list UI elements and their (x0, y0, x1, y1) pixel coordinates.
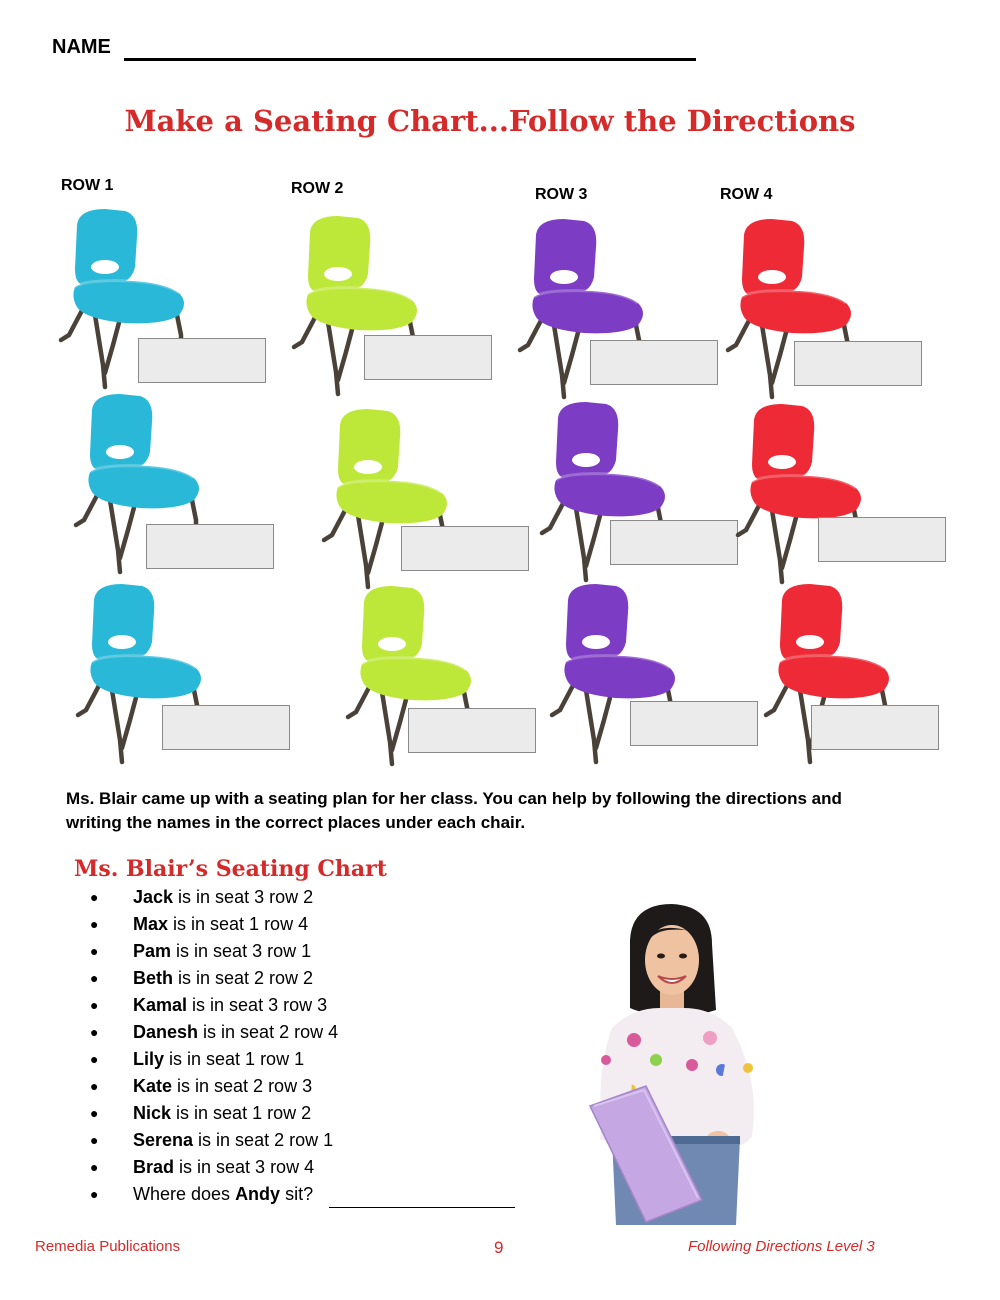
book-title-footer: Following Directions Level 3 (688, 1238, 875, 1255)
list-item (90, 992, 515, 1019)
bullet-icon: ● (90, 1186, 99, 1202)
question-suffix: sit? (280, 1184, 314, 1204)
answer-box-row-4-seat-3[interactable] (811, 705, 939, 750)
question-name: Andy (235, 1184, 281, 1204)
bullet-icon: ● (90, 1159, 99, 1175)
bullet-icon: ● (90, 1105, 99, 1121)
student-name: Kate (133, 1076, 173, 1096)
question-prefix: Where does (133, 1184, 236, 1204)
answer-box-row-2-seat-3[interactable] (408, 708, 536, 753)
student-name: Lily (133, 1049, 165, 1069)
bullet-icon: ● (90, 1078, 99, 1094)
clue-text: is in seat 2 row 3 (172, 1076, 313, 1096)
list-item (90, 1019, 515, 1046)
student-name: Serena (133, 1130, 194, 1150)
student-name: Pam (133, 941, 172, 961)
clue-text: is in seat 2 row 2 (173, 968, 314, 988)
row-3-label: ROW 3 (535, 186, 588, 203)
name-answer-line[interactable] (124, 58, 696, 61)
answer-box-row-4-seat-2[interactable] (818, 517, 946, 562)
student-name: Max (133, 914, 169, 934)
question-answer-line[interactable] (329, 1187, 515, 1208)
list-item (90, 1127, 515, 1154)
page-number: 9 (494, 1238, 504, 1257)
bullet-icon: ● (90, 1051, 99, 1067)
name-label: NAME (52, 36, 111, 58)
answer-box-row-3-seat-2[interactable] (610, 520, 738, 565)
clue-text: is in seat 1 row 1 (164, 1049, 305, 1069)
clue-text: is in seat 3 row 3 (187, 995, 328, 1015)
bullet-icon: ● (90, 1024, 99, 1040)
list-item (90, 965, 515, 992)
publisher-footer: Remedia Publications (35, 1238, 181, 1255)
answer-box-row-1-seat-3[interactable] (162, 705, 290, 750)
answer-box-row-2-seat-2[interactable] (401, 526, 529, 571)
bullet-icon: ● (90, 916, 99, 932)
bullet-icon: ● (90, 997, 99, 1013)
list-item (90, 911, 515, 938)
clue-list (90, 884, 515, 1208)
answer-box-row-3-seat-1[interactable] (590, 340, 718, 385)
list-item (90, 1046, 515, 1073)
answer-box-row-3-seat-3[interactable] (630, 701, 758, 746)
bullet-icon: ● (90, 943, 99, 959)
instructions-text: Ms. Blair came up with a seating plan for her class. You can help by following the directions and writing the names in the correct places under each chair. (66, 789, 842, 832)
bullet-icon: ● (90, 1132, 99, 1148)
clue-text: is in seat 3 row 4 (174, 1157, 315, 1177)
list-item (90, 1154, 515, 1181)
question-item (90, 1181, 515, 1208)
row-2-label: ROW 2 (291, 180, 344, 197)
student-name: Jack (133, 887, 174, 907)
clue-text: is in seat 2 row 1 (193, 1130, 334, 1150)
student-name: Nick (133, 1103, 172, 1123)
seating-chart-title: Ms. Blair’s Seating Chart (74, 856, 387, 882)
student-name: Danesh (133, 1022, 199, 1042)
row-4-label: ROW 4 (720, 186, 773, 203)
list-item (90, 938, 515, 965)
list-item (90, 1073, 515, 1100)
clue-text: is in seat 2 row 4 (198, 1022, 339, 1042)
bullet-icon: ● (90, 889, 99, 905)
clue-text: is in seat 1 row 2 (171, 1103, 312, 1123)
row-1-label: ROW 1 (61, 177, 114, 194)
clue-text: is in seat 3 row 2 (173, 887, 314, 907)
list-item (90, 884, 515, 911)
student-name: Beth (133, 968, 173, 988)
answer-box-row-4-seat-1[interactable] (794, 341, 922, 386)
list-item (90, 1100, 515, 1127)
student-name: Brad (133, 1157, 175, 1177)
clue-text: is in seat 3 row 1 (171, 941, 312, 961)
answer-box-row-2-seat-1[interactable] (364, 335, 492, 380)
bullet-icon: ● (90, 970, 99, 986)
student-name: Kamal (133, 995, 188, 1015)
teacher-photo (572, 900, 782, 1225)
answer-box-row-1-seat-1[interactable] (138, 338, 266, 383)
page-title: Make a Seating Chart...Follow the Directions (124, 104, 856, 138)
clue-text: is in seat 1 row 4 (168, 914, 309, 934)
answer-box-row-1-seat-2[interactable] (146, 524, 274, 569)
